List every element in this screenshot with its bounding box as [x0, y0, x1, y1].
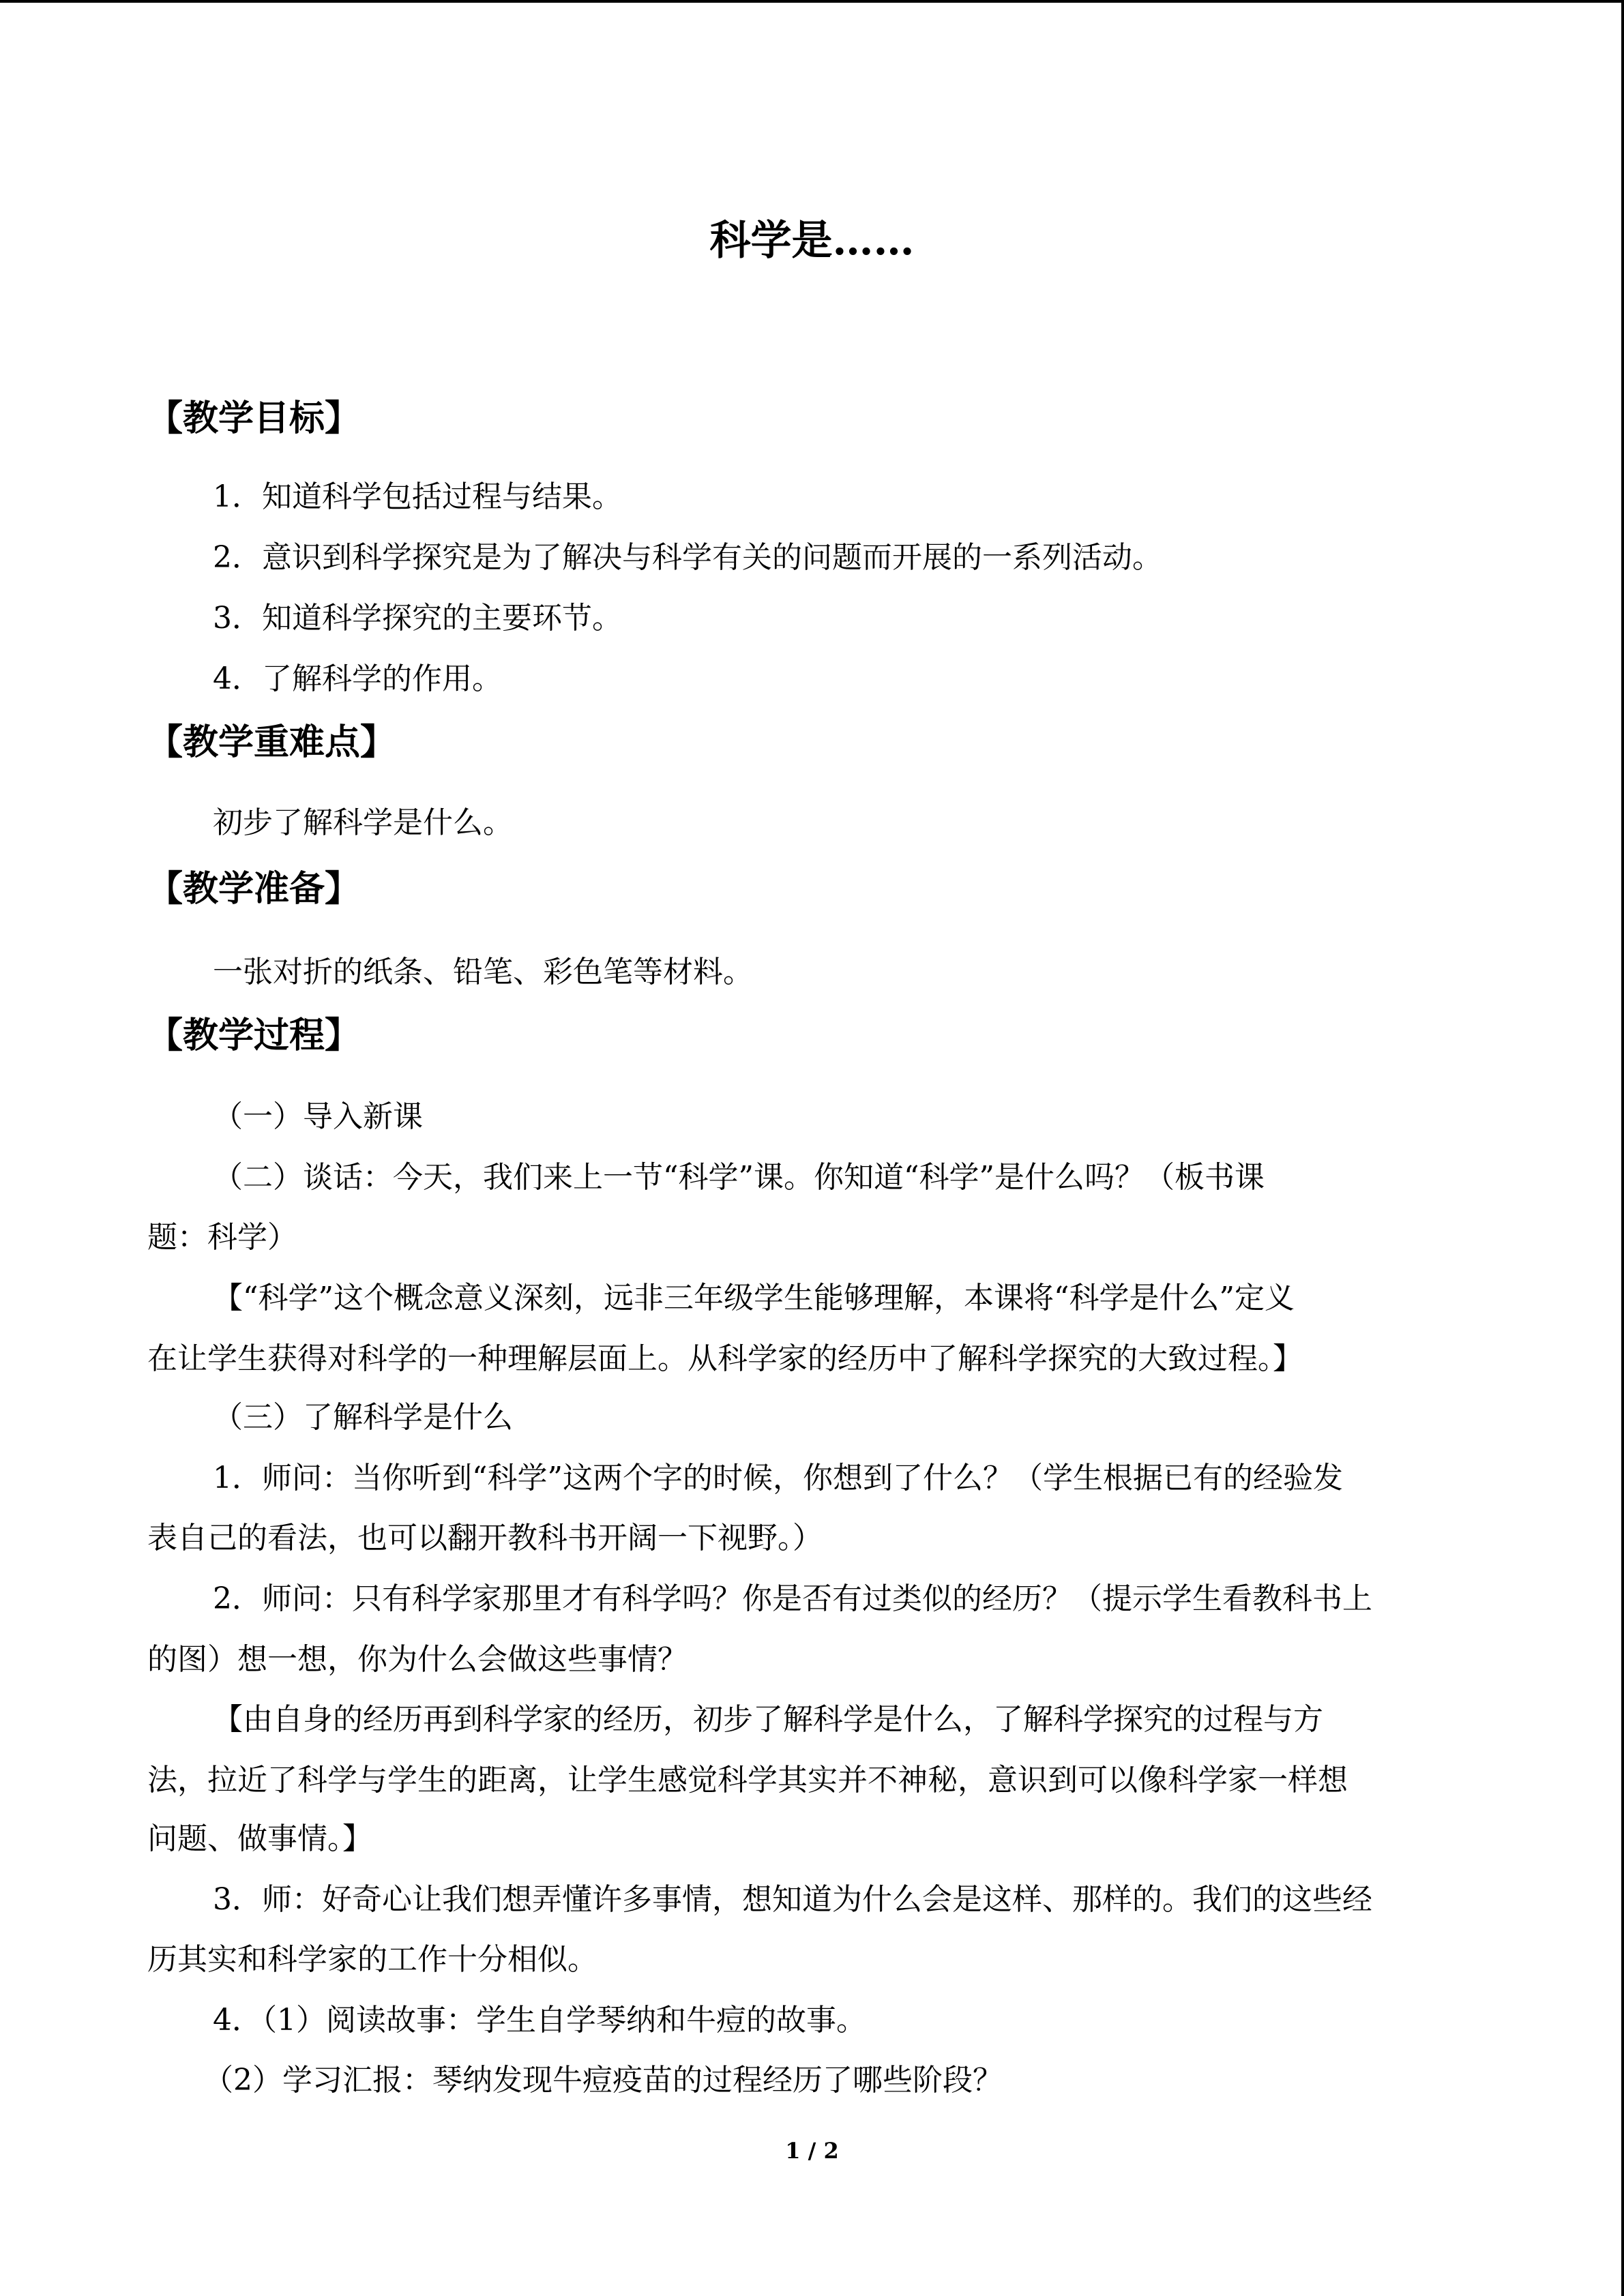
page-number: 1 / 2: [785, 2138, 839, 2164]
process-line: 问题、做事情。】: [147, 1821, 372, 1856]
process-line: 3．师：好奇心让我们想弄懂许多事情，想知道为什么会是这样、那样的。我们的这些经: [213, 1882, 1372, 1917]
process-line: 2．师问：只有科学家那里才有科学吗？你是否有过类似的经历？（提示学生看教科书上: [213, 1581, 1372, 1616]
preparation-text: 一张对折的纸条、铅笔、彩色笔等材料。: [213, 955, 753, 989]
process-line: 4．（1）阅读故事：学生自学琴纳和牛痘的故事。: [213, 2003, 866, 2038]
process-line: 在让学生获得对科学的一种理解层面上。从科学家的经历中了解科学探究的大致过程。】: [147, 1341, 1303, 1376]
process-line: （二）谈话：今天，我们来上一节“科学”课。你知道“科学”是什么吗？（板书课: [213, 1160, 1265, 1195]
process-line: （2）学习汇报：琴纳发现牛痘疫苗的过程经历了哪些阶段？: [203, 2063, 1003, 2098]
process-line: 题：科学）: [147, 1220, 297, 1255]
process-line: 历其实和科学家的工作十分相似。: [147, 1942, 597, 1977]
objective-item-2: 2．意识到科学探究是为了解决与科学有关的问题而开展的一系列活动。: [213, 540, 1162, 575]
process-line: 【“科学”这个概念意义深刻，远非三年级学生能够理解，本课将“科学是什么”定义: [213, 1281, 1295, 1315]
key-points-text: 初步了解科学是什么。: [213, 805, 513, 840]
process-line: 1．师问：当你听到“科学”这两个字的时候，你想到了什么？（学生根据已有的经验发: [213, 1461, 1343, 1495]
heading-key-points: 【教学重难点】: [147, 721, 396, 763]
process-line: （三）了解科学是什么: [213, 1400, 513, 1435]
page-title: 科学是……: [709, 217, 915, 265]
process-line: 表自己的看法，也可以翻开教科书开阔一下视野。）: [147, 1521, 823, 1555]
heading-objectives: 【教学目标】: [147, 398, 361, 439]
objective-item-3: 3．知道科学探究的主要环节。: [213, 601, 622, 636]
objective-item-1: 1．知道科学包括过程与结果。: [213, 479, 622, 514]
process-line: 【由自身的经历再到科学家的经历，初步了解科学是什么，了解科学探究的过程与方: [213, 1702, 1323, 1737]
objective-item-4: 4．了解科学的作用。: [213, 661, 502, 696]
process-line: （一）导入新课: [213, 1099, 423, 1134]
process-line: 法，拉近了科学与学生的距离，让学生感觉科学其实并不神秘，意识到可以像科学家一样想: [147, 1763, 1348, 1798]
process-line: 的图）想一想，你为什么会做这些事情？: [147, 1642, 688, 1677]
heading-preparation: 【教学准备】: [147, 868, 361, 910]
heading-process: 【教学过程】: [147, 1015, 361, 1056]
